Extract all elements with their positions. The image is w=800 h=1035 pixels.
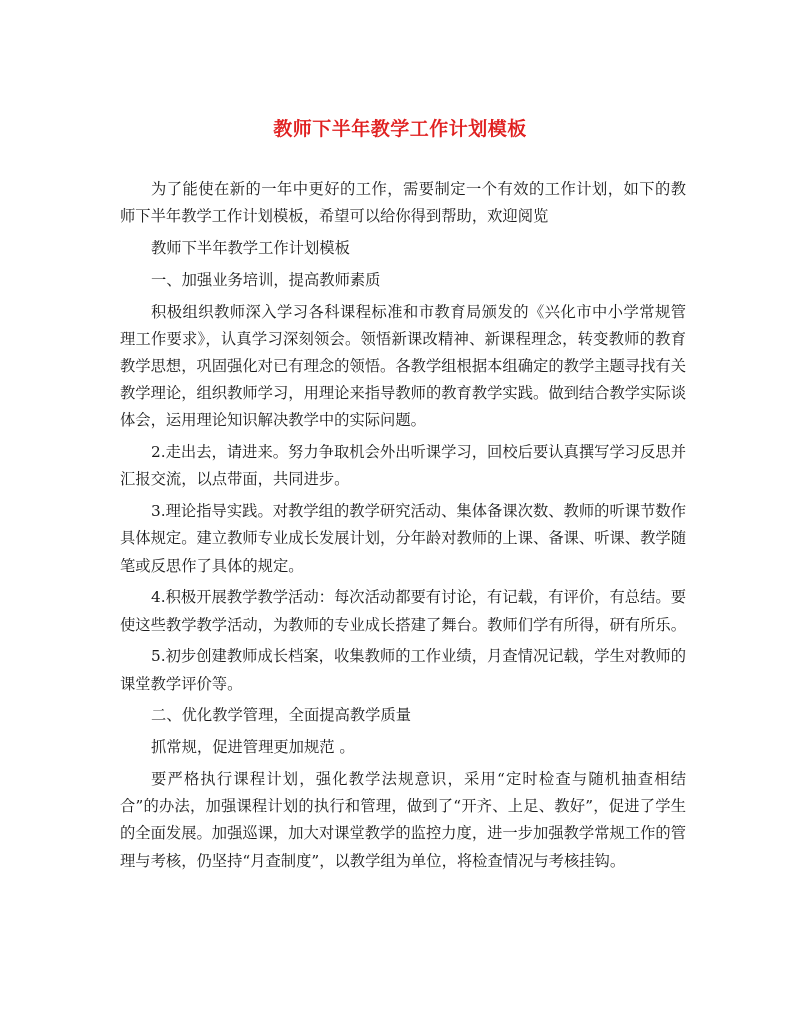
paragraph-item-5: 5.初步创建教师成长档案，收集教师的工作业绩，月查情况记载，学生对教师的课堂教学评价等。 bbox=[120, 647, 686, 693]
document-title: 教师下半年教学工作计划模板 bbox=[273, 118, 527, 140]
paragraph-curriculum: 要严格执行课程计划，强化教学法规意识，采用“定时检查与随机抽查相结合”的办法，加强课程计划的执行和管理，做到了“开齐、上足、教好”，促进了学生的全面发展。加强巡课，加大对课堂教学的监控力度，进一步加强教学常规工作的管理与考核，仍坚持“月查制度”，以教学组为单位，将检查情况与考核挂钩。 bbox=[120, 770, 686, 870]
paragraph-item-4: 4.积极开展教学教学活动：每次活动都要有讨论，有记载，有评价，有总结。要使这些教学教学活动，为教师的专业成长搭建了舞台。教师们学有所得，研有所乐。 bbox=[120, 588, 686, 634]
section-heading-2: 二、优化教学管理，全面提高教学质量 bbox=[151, 706, 412, 725]
paragraph-item-2: 2.走出去，请进来。努力争取机会外出听课学习，回校后要认真撰写学习反思并汇报交流，以点带面，共同进步。 bbox=[120, 443, 686, 489]
paragraph-item-3: 3.理论指导实践。对教学组的教学研究活动、集体备课次数、教师的听课节数作具体规定。建立教师专业成长发展计划，分年龄对教师的上课、备课、听课、教学随笔或反思作了具体的规定。 bbox=[120, 502, 686, 575]
paragraph-subtitle: 教师下半年教学工作计划模板 bbox=[151, 239, 350, 257]
document-body bbox=[120, 176, 686, 879]
paragraph-routine: 抓常规，促进管理更加规范 。 bbox=[151, 738, 355, 757]
paragraph-1: 积极组织教师深入学习各科课程标准和市教育局颁发的《兴化市中小学常规管理工作要求》，认真学习深刻领会。领悟新课改精神、新课程理念，转变教师的教育教学思想，巩固强化对已有理念的领悟。各教学组根据本组确定的教学主题寻找有关教学理论，组织教师学习，用理论来指导教师的教育教学实践。做到结合教学实际谈体会，运用理论知识解决教学中的实际问题。 bbox=[120, 302, 686, 430]
section-heading-1: 一、加强业务培训，提高教师素质 bbox=[151, 270, 381, 289]
paragraph-intro: 为了能使在新的一年中更好的工作，需要制定一个有效的工作计划，如下的教师下半年教学工作计划模板，希望可以给你得到帮助，欢迎阅览 bbox=[120, 180, 686, 226]
